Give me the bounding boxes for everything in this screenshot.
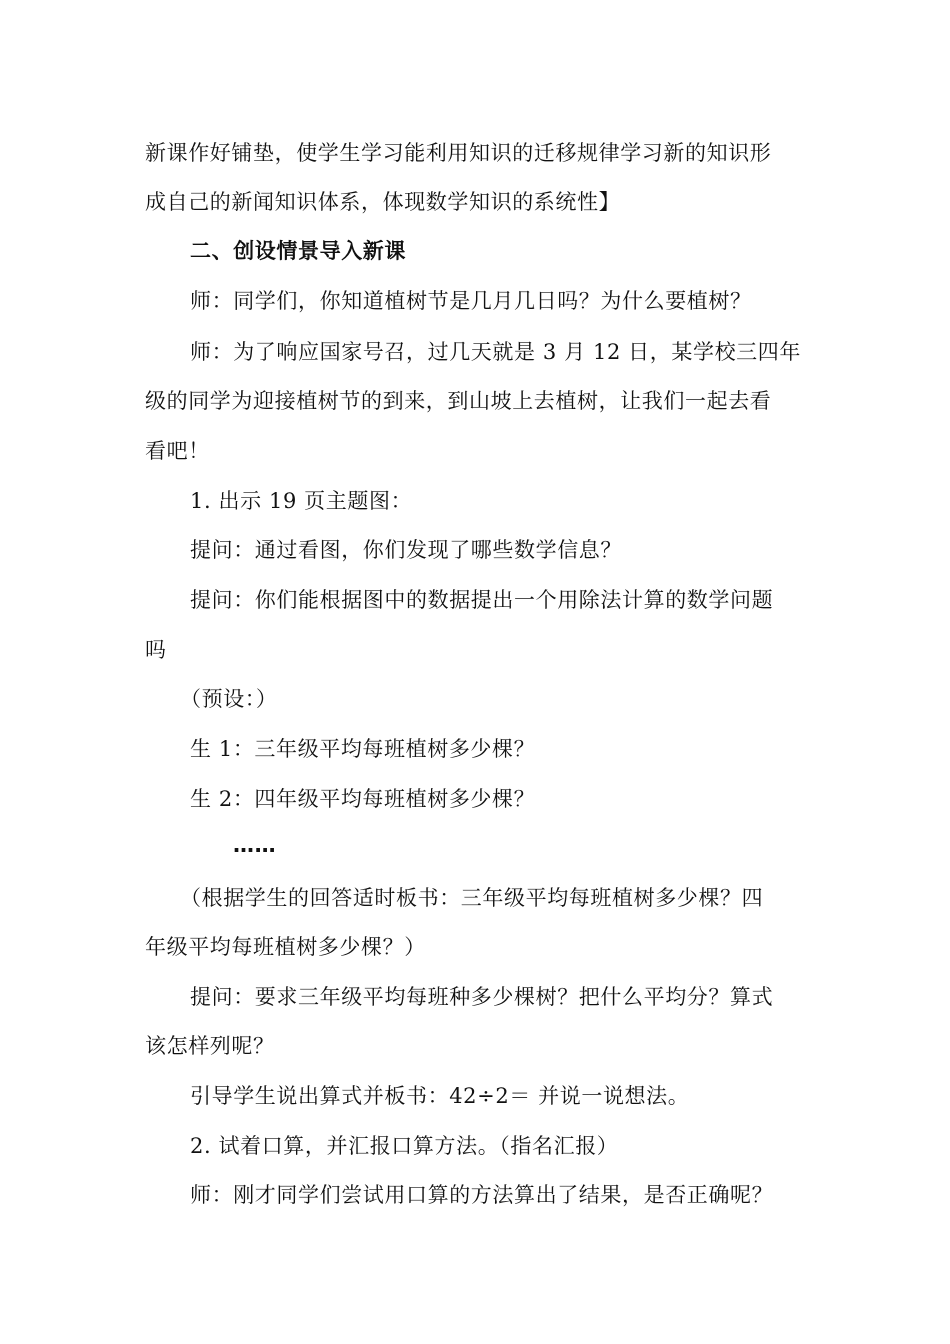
- ellipsis-line: ……: [233, 833, 277, 857]
- paragraph-line: 新课作好铺垫，使学生学习能利用知识的迁移规律学习新的知识形: [145, 141, 772, 165]
- paragraph-line: 引导学生说出算式并板书：42÷2＝ 并说一说想法。: [190, 1084, 690, 1108]
- paragraph-line: 1. 出示 19 页主题图：: [190, 489, 413, 513]
- paragraph-line: 提问：你们能根据图中的数据提出一个用除法计算的数学问题: [190, 588, 774, 612]
- paragraph-line: 师：刚才同学们尝试用口算的方法算出了结果，是否正确呢？: [190, 1183, 774, 1207]
- paragraph-line: 师：为了响应国家号召，过几天就是 3 月 12 日，某学校三四年: [190, 340, 801, 364]
- paragraph-line: 级的同学为迎接植树节的到来，到山坡上去植树，让我们一起去看: [145, 389, 772, 413]
- paragraph-line: （预设：）: [180, 687, 278, 711]
- paragraph-line: 2. 试着口算，并汇报口算方法。（指名汇报）: [190, 1134, 619, 1158]
- paragraph-line: 该怎样列呢？: [145, 1034, 275, 1058]
- paragraph-line: 看吧！: [145, 439, 210, 463]
- paragraph-line: 吗: [145, 638, 167, 662]
- paragraph-line: 生 2：四年级平均每班植树多少棵？: [190, 787, 536, 811]
- paragraph-line: 生 1：三年级平均每班植树多少棵？: [190, 737, 536, 761]
- paragraph-line: （根据学生的回答适时板书：三年级平均每班植树多少棵？四: [180, 886, 764, 910]
- paragraph-line: 师：同学们，你知道植树节是几月几日吗？为什么要植树？: [190, 289, 752, 313]
- paragraph-line: 提问：要求三年级平均每班种多少棵树？把什么平均分？算式: [190, 985, 774, 1009]
- paragraph-line: 成自己的新闻知识体系，体现数学知识的系统性】: [145, 190, 621, 214]
- paragraph-line: 年级平均每班植树多少棵？）: [145, 935, 426, 959]
- section-heading: 二、创设情景导入新课: [190, 239, 406, 263]
- paragraph-line: 提问：通过看图，你们发现了哪些数学信息？: [190, 538, 622, 562]
